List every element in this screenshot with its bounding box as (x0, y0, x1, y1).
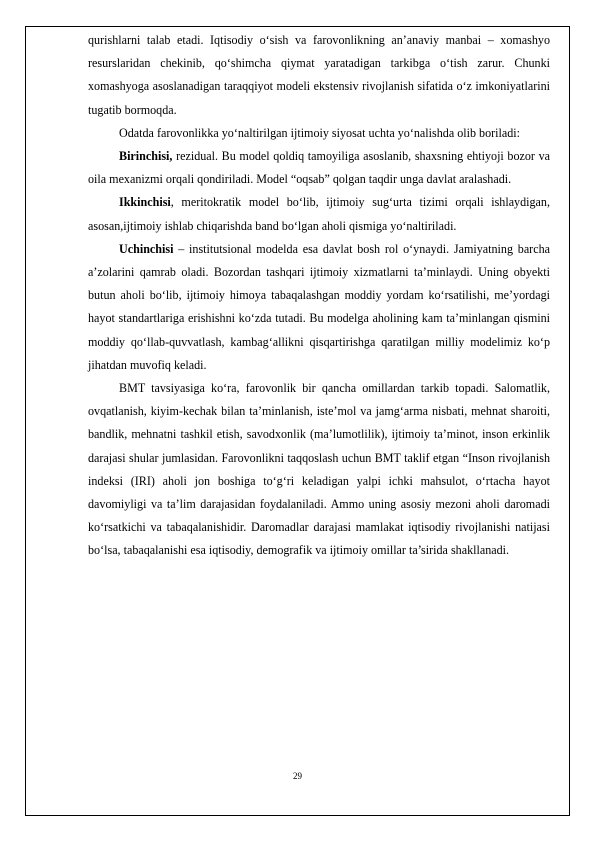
paragraph-2-text: Odatda farovonlikka yo‘naltirilgan ijtimoiy siyosat uchta yo‘nalishda olib boriladi: (119, 125, 521, 140)
paragraph-3-lead: Birinchisi, (119, 149, 173, 164)
paragraph-1 (88, 29, 550, 122)
paragraph-4 (88, 191, 550, 237)
page-number: 29 (293, 771, 302, 781)
paragraph-4-lead: Ikkinchisi (119, 195, 171, 210)
paragraph-5-text: – institutsional modelda esa davlat bosh rol o‘ynaydi. Jamiyatning barcha a’zolarini qamrab oladi. Bozordan tashqari ijtimoiy xizmatlarni ta’minlaydi. Uning obyekti butun aholi bo‘lib, ijtimoiy himoya tabaqalashgan moddiy yordam ko‘rsatilishi, me’yordagi hayot standartlariga erishishni ko‘zda tutadi. Bu modelga aholining kam ta’minlangan qismini moddiy qo‘llab-quvvatlash, kambag‘allikni qisqartirishga qaratilgan milliy modelimiz ko‘p jihatdan muvofiq keladi. (88, 241, 550, 372)
paragraph-2 (88, 122, 550, 145)
paragraph-5-lead: Uchinchisi (119, 241, 174, 256)
paragraph-6-text: BMT tavsiyasiga ko‘ra, farovonlik bir qancha omillardan tarkib topadi. Salomatlik, ovqatlanish, kiyim-kechak bilan ta’minlanish, iste’mol va jamg‘arma nisbati, mehnat sharoiti, bandlik, mehnatni tashkil etish, savodxonlik (ma’lumotlilik), ijtimoiy ta’minot, inson erkinlik darajasi shular jumlasidan. Farovonlikni taqqoslash uchun BMT taklif etgan “Inson rivojlanish indeksi (IRI) aholi jon boshiga to‘g‘ri keladigan yalpi ichki mahsulot, o‘rtacha hayot davomiyligi va ta’lim darajasidan foydalaniladi. Ammo uning asosiy mezoni aholi daromadi ko‘rsatkichi va tabaqalanishidir. Daromadlar darajasi mamlakat iqtisodiy rivojlanishi natijasi bo‘lsa, tabaqalanishi esa iqtisodiy, demografik va ijtimoiy omillar ta’sirida shakllanadi. (88, 381, 550, 558)
paragraph-4-text: , meritokratik model bo‘lib, ijtimoiy sug‘urta tizimi orqali ishlaydigan, asosan,ijtimoiy ishlab chiqarishda band bo‘lgan aholi qismiga yo‘naltiriladi. (88, 195, 550, 233)
paragraph-3 (88, 145, 550, 191)
paragraph-1-text: qurishlarni talab etadi. Iqtisodiy o‘sish va farovonlikning an’anaviy manbai – xomashyo resurslaridan chekinib, qo‘shimcha qiymat yaratadigan tarkibga o‘tish zarur. Chunki xomashyoga asoslanadigan taraqqiyot modeli ekstensiv rivojlanish sifatida o‘z imkoniyatlarini tugatib bormoqda. (88, 33, 550, 117)
paragraph-6 (88, 377, 550, 563)
document-body (88, 29, 550, 563)
paragraph-3-text: rezidual. Bu model qoldiq tamoyiliga asoslanib, shaxsning ehtiyoji bozor va oila mexanizmi orqali qondiriladi. Model “oqsab” qolgan taqdir unga davlat aralashadi. (88, 149, 550, 187)
paragraph-5 (88, 238, 550, 377)
